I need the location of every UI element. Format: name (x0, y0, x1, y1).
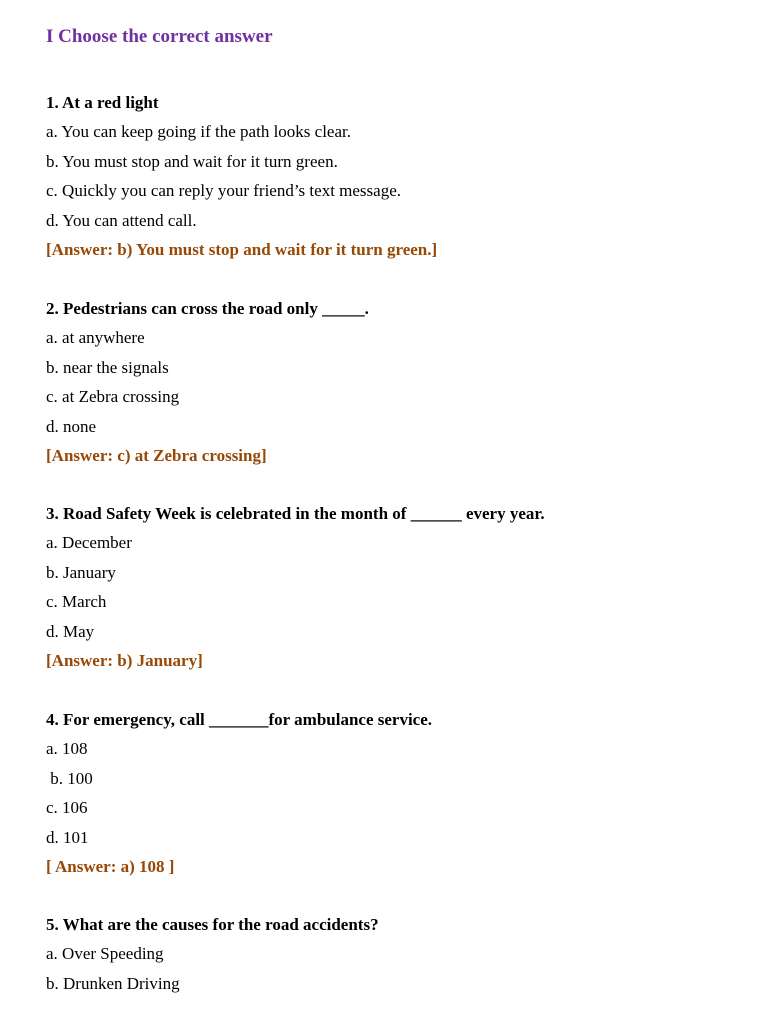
answer-text: [Answer: b) You must stop and wait for it turn green.] (46, 239, 438, 259)
option-a: a. at anywhere (46, 328, 145, 348)
question-2 (46, 294, 736, 470)
option-c: c. at Zebra crossing (46, 387, 180, 407)
question-5 (46, 910, 736, 998)
option-d: d. May (46, 621, 95, 641)
option-b: b. Drunken Driving (46, 973, 180, 993)
option-a: a. You can keep going if the path looks clear. (46, 122, 351, 142)
option-d: d. You can attend call. (46, 210, 197, 230)
option-a: a. 108 (46, 739, 88, 759)
question-4 (46, 705, 736, 881)
answer-text: [Answer: c) at Zebra crossing] (46, 445, 267, 465)
option-a: a. Over Speeding (46, 944, 164, 964)
option-c: c. March (46, 592, 107, 612)
option-b: b. You must stop and wait for it turn green. (46, 151, 338, 171)
question-title: 5. What are the causes for the road accidents? (46, 915, 379, 934)
answer-text: [Answer: b) January] (46, 650, 203, 670)
option-b: b. near the signals (46, 357, 169, 377)
answer-text: [ Answer: a) 108 ] (46, 856, 175, 876)
question-1 (46, 88, 736, 264)
option-b: b. January (46, 562, 116, 582)
question-title: 1. At a red light (46, 93, 159, 112)
option-d: d. none (46, 416, 97, 436)
option-c: c. 106 (46, 798, 88, 818)
question-title: 3. Road Safety Week is celebrated in the month of ______ every year. (46, 504, 545, 523)
question-3 (46, 499, 736, 675)
option-d: d. 101 (46, 827, 89, 847)
question-title: 4. For emergency, call _______for ambulance service. (46, 710, 433, 729)
section-heading: I Choose the correct answer (46, 26, 273, 47)
question-title: 2. Pedestrians can cross the road only _____. (46, 299, 369, 318)
option-c: c. Quickly you can reply your friend’s text message. (46, 181, 402, 201)
option-a: a. December (46, 533, 132, 553)
option-b: b. 100 (46, 768, 93, 788)
